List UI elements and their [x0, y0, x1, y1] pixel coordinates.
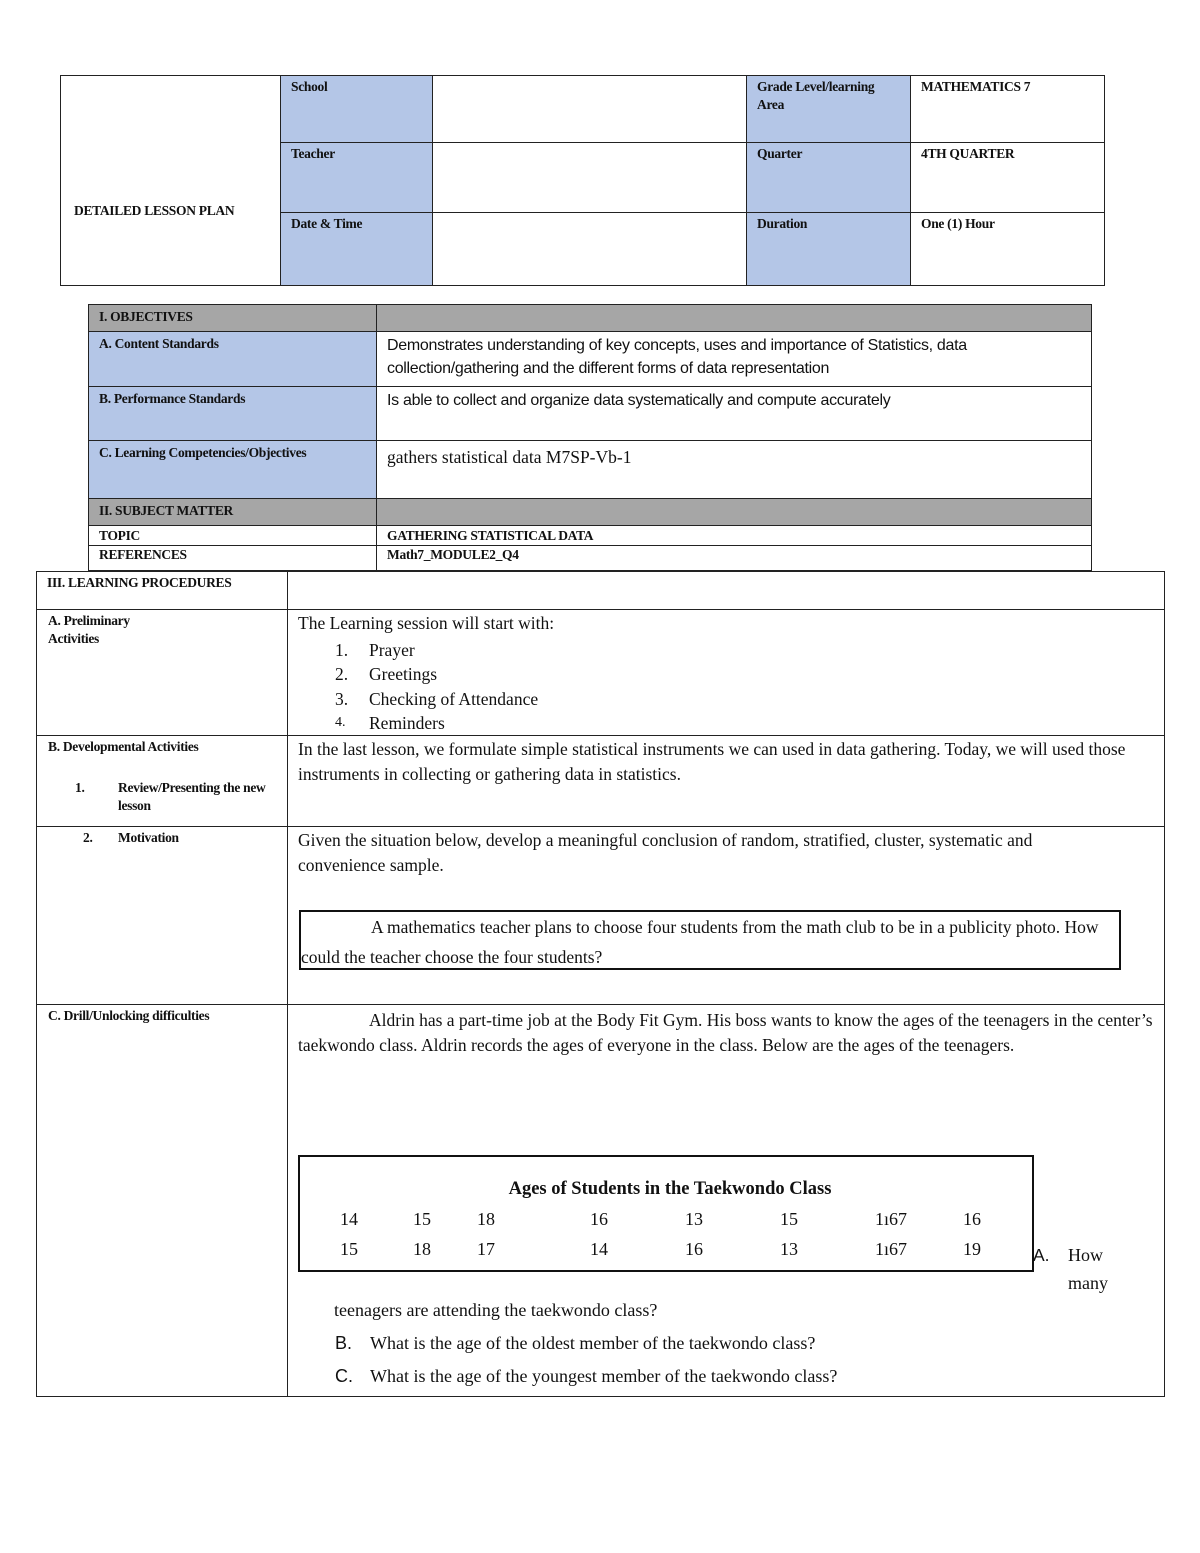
review-text: In the last lesson, we formulate simple statistical instruments we can used in data gathering. Today, we will used those instruments in collecting or gathering data in statistics. — [298, 739, 1126, 784]
item-number: 1. — [335, 639, 349, 660]
ages-table-title: Ages of Students in the Taekwondo Class — [508, 1179, 832, 1199]
preliminary-item — [335, 638, 1164, 663]
age-value: 16 — [963, 1209, 981, 1229]
quarter-value: 4TH QUARTER — [921, 146, 1015, 161]
motivation-label: Motivation — [118, 830, 179, 845]
school-field[interactable] — [432, 75, 747, 143]
question-b-letter: B. — [335, 1333, 353, 1353]
age-value: 17 — [477, 1239, 495, 1259]
references-value: Math7_MODULE2_Q4 — [387, 547, 519, 562]
question-c: What is the age of the youngest member of the taekwondo class? — [370, 1366, 838, 1386]
preliminary-list — [288, 638, 1164, 736]
item-text: Greetings — [369, 664, 438, 684]
motivation-situation-text: A mathematics teacher plans to choose four students from the math club to be in a publicity photo. How could the teacher choose the four students? — [301, 917, 1099, 967]
question-b: What is the age of the oldest member of the taekwondo class? — [370, 1333, 816, 1353]
motivation-number: 2. — [83, 830, 93, 845]
content-standards-value: Demonstrates understanding of key concepts, uses and importance of Statistics, data collection/gathering and the different forms of data representation — [387, 337, 967, 377]
motivation-text: Given the situation below, develop a meaningful conclusion of random, stratified, cluster, systematic and convenience sample. — [298, 830, 1033, 875]
grade-label: Grade Level/learning Area — [757, 79, 875, 112]
topic-value: GATHERING STATISTICAL DATA — [387, 528, 594, 543]
age-value: 16 — [590, 1209, 608, 1229]
item-number: 4. — [335, 715, 346, 730]
school-label: School — [291, 79, 328, 94]
preliminary-item — [335, 687, 1164, 712]
age-value: 18 — [413, 1239, 431, 1259]
teacher-label: Teacher — [291, 146, 335, 161]
age-value: 14 — [590, 1239, 608, 1259]
developmental-label: B. Developmental Activities — [48, 739, 199, 754]
question-c-letter: C. — [335, 1366, 353, 1386]
performance-standards-value: Is able to collect and organize data systematically and compute accurately — [387, 392, 891, 409]
objectives-heading: I. OBJECTIVES — [99, 309, 193, 324]
references-label: REFERENCES — [99, 547, 187, 562]
ages-table-box — [298, 1155, 1034, 1272]
question-a-part3: teenagers are attending the taekwondo class? — [334, 1300, 658, 1320]
item-text: Checking of Attendance — [369, 688, 539, 709]
motivation-situation-box — [299, 910, 1121, 970]
age-value: 13 — [685, 1209, 703, 1229]
preliminary-item — [335, 711, 1164, 736]
date-field[interactable] — [432, 212, 747, 286]
document-title: DETAILED LESSON PLAN — [74, 203, 235, 218]
duration-label: Duration — [757, 216, 808, 231]
drill-label: C. Drill/Unlocking difficulties — [48, 1008, 210, 1023]
item-text: Prayer — [369, 639, 415, 660]
drill-text: Aldrin has a part-time job at the Body Fit Gym. His boss wants to know the ages of the teenagers in the center’s taekwondo class. Aldrin records the ages of everyone in the class. Below are the ages of the teenagers. — [298, 1010, 1153, 1055]
age-value: 15 — [340, 1239, 358, 1259]
subject-matter-heading: II. SUBJECT MATTER — [99, 503, 234, 518]
item-number: 2. — [335, 664, 349, 684]
review-label: Review/Presenting the new lesson — [118, 780, 266, 813]
review-number: 1. — [75, 780, 85, 795]
duration-value: One (1) Hour — [921, 216, 995, 231]
age-value: 1ı67 — [875, 1209, 908, 1229]
age-value: 19 — [963, 1239, 981, 1259]
preliminary-label: A. Preliminary Activities — [48, 613, 130, 646]
item-number: 3. — [335, 688, 349, 709]
preliminary-intro: The Learning session will start with: — [298, 613, 555, 633]
age-value: 14 — [340, 1209, 358, 1229]
age-value: 13 — [780, 1239, 798, 1259]
question-a-part1: How — [1068, 1245, 1103, 1265]
quarter-label: Quarter — [757, 146, 803, 161]
competencies-value: gathers statistical data M7SP-Vb-1 — [387, 447, 632, 467]
grade-value: MATHEMATICS 7 — [921, 79, 1031, 94]
item-text: Reminders — [369, 713, 445, 733]
age-value: 15 — [413, 1209, 431, 1229]
competencies-label: C. Learning Competencies/Objectives — [99, 445, 307, 460]
age-value: 1ı67 — [875, 1239, 908, 1259]
content-standards-label: A. Content Standards — [99, 336, 219, 351]
age-value: 15 — [780, 1209, 798, 1229]
teacher-field[interactable] — [432, 142, 747, 213]
topic-label: TOPIC — [99, 528, 141, 543]
age-value: 18 — [477, 1209, 495, 1229]
question-a-part2: many — [1068, 1273, 1108, 1293]
date-label: Date & Time — [291, 216, 363, 231]
performance-standards-label: B. Performance Standards — [99, 391, 246, 406]
question-a-letter: A. — [1033, 1245, 1050, 1265]
title-cell — [60, 75, 281, 286]
procedures-heading: III. LEARNING PROCEDURES — [47, 575, 232, 590]
age-value: 16 — [685, 1239, 703, 1259]
preliminary-item — [335, 662, 1164, 687]
